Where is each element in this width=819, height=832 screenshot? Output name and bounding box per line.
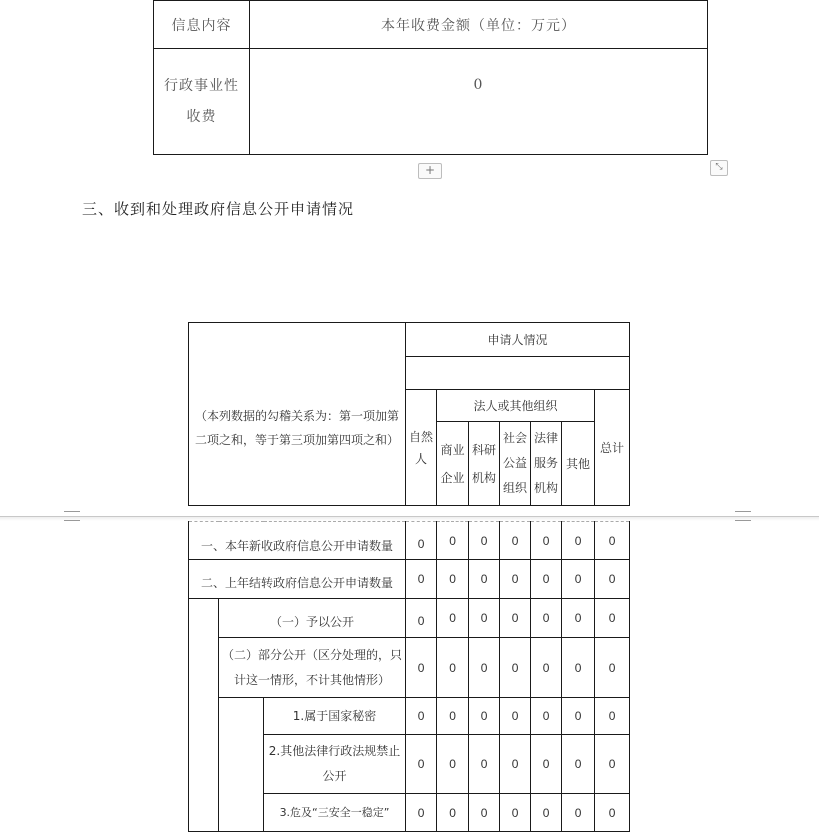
cell-value: 0 [595, 560, 630, 599]
research-line2: 机构 [471, 470, 496, 485]
cell-value: 0 [406, 522, 437, 560]
cell-value: 0 [531, 599, 562, 638]
indent-cell-level1 [189, 599, 219, 832]
note-cell [189, 323, 406, 506]
other-header: 其他 [562, 422, 595, 506]
applicant-header: 申请人情况 [406, 323, 630, 357]
cell-value: 0 [437, 560, 469, 599]
cell-value: 0 [562, 698, 595, 735]
law-line2: 服务 [533, 456, 558, 470]
cell-value: 0 [595, 638, 630, 698]
cell-value: 0 [406, 560, 437, 599]
fee-row-value [250, 49, 708, 155]
cell-value: 0 [406, 794, 437, 832]
legal-orgs-header: 法人或其他组织 [437, 390, 595, 422]
row-label: 3.危及“三安全一稳定” [264, 794, 406, 832]
cell-value: 0 [595, 735, 630, 794]
cell-value: 0 [500, 794, 531, 832]
add-row-button[interactable]: + [418, 163, 442, 179]
social-line2: 公益 [502, 456, 527, 470]
cell-value: 0 [562, 735, 595, 794]
total-header: 总计 [595, 390, 630, 506]
cell-value: 0 [562, 599, 595, 638]
cell-value: 0 [531, 560, 562, 599]
cell-value: 0 [406, 638, 437, 698]
cell-value: 0 [469, 698, 500, 735]
indent-cell-level2 [219, 698, 264, 832]
cell-value: 0 [500, 735, 531, 794]
fee-header-amount: 本年收费金额（单位：万元） [250, 1, 708, 49]
table-row [189, 599, 630, 638]
table-row [189, 560, 630, 599]
cell-value: 0 [595, 599, 630, 638]
section-heading: 三、收到和处理政府信息公开申请情况 [82, 200, 355, 218]
cell-value: 0 [406, 735, 437, 794]
cell-value: 0 [531, 794, 562, 832]
row-label: 二、上年结转政府信息公开申请数量 [189, 560, 406, 599]
research-header [469, 422, 500, 506]
cell-value: 0 [469, 599, 500, 638]
social-line1: 社会 [502, 431, 527, 445]
cell-value: 0 [469, 794, 500, 832]
fee-row-value-text: 0 [473, 77, 484, 93]
research-line1: 科研 [471, 442, 496, 457]
legal-service-header [531, 422, 562, 506]
fee-table [153, 0, 708, 155]
cell-value: 0 [406, 599, 437, 638]
fee-header-info-content: 信息内容 [154, 1, 250, 49]
cell-value: 0 [531, 638, 562, 698]
cell-value: 0 [406, 698, 437, 735]
cell-value: 0 [595, 794, 630, 832]
commercial-header [437, 422, 469, 506]
fee-row-label-line2: 收费 [186, 108, 217, 125]
cell-value: 0 [469, 560, 500, 599]
application-table-header [188, 322, 630, 506]
row-label: 一、本年新收政府信息公开申请数量 [189, 522, 406, 560]
natural-person-header [406, 390, 437, 506]
cell-value: 0 [437, 599, 469, 638]
cell-value: 0 [500, 638, 531, 698]
cell-value: 0 [500, 599, 531, 638]
cell-value: 0 [562, 794, 595, 832]
cell-value: 0 [531, 522, 562, 560]
cell-value: 0 [437, 794, 469, 832]
row-label-line2: 计这一情形，不计其他情形） [234, 672, 391, 687]
table-row [189, 698, 630, 735]
cell-value: 0 [531, 735, 562, 794]
row-label: 1.属于国家秘密 [264, 698, 406, 735]
social-welfare-header [500, 422, 531, 506]
cell-value: 0 [562, 560, 595, 599]
applicant-blank-row [406, 357, 630, 390]
cell-value: 0 [437, 638, 469, 698]
cell-value: 0 [469, 735, 500, 794]
cell-value: 0 [531, 698, 562, 735]
row-label-line1: 2.其他法律行政法规禁止 [268, 744, 401, 758]
cell-value: 0 [562, 638, 595, 698]
natural-person-line1: 自然 [408, 429, 433, 444]
application-table-body [188, 521, 630, 832]
cell-value: 0 [595, 522, 630, 560]
note-line-1: （本列数据的勾稽关系为：第一项加第 [194, 409, 399, 423]
table-resize-handle[interactable]: ⤡ [710, 160, 728, 176]
cell-value: 0 [500, 560, 531, 599]
cell-value: 0 [437, 698, 469, 735]
row-label: （一）予以公开 [219, 599, 406, 638]
law-line1: 法律 [533, 431, 558, 445]
table-row [189, 638, 630, 698]
cell-value: 0 [562, 522, 595, 560]
page-break-marker-right [735, 511, 751, 521]
cell-value: 0 [595, 698, 630, 735]
law-line3: 机构 [533, 481, 558, 495]
fee-row-label-line1: 行政事业性 [164, 77, 239, 94]
cell-value: 0 [500, 698, 531, 735]
row-label-multiline [264, 735, 406, 794]
table-row [189, 522, 630, 560]
cell-value: 0 [500, 522, 531, 560]
commercial-line1: 商业 [440, 442, 465, 457]
cell-value: 0 [437, 522, 469, 560]
note-line-2: 二项之和，等于第三项加第四项之和） [194, 433, 399, 447]
cell-value: 0 [469, 638, 500, 698]
row-label-line2: 公开 [322, 769, 347, 783]
commercial-line2: 企业 [440, 470, 465, 485]
natural-person-line2: 人 [414, 451, 427, 466]
social-line3: 组织 [502, 481, 527, 495]
page-break-marker-left [64, 511, 80, 521]
row-label-line1: （二）部分公开（区分处理的，只 [222, 647, 403, 662]
row-label-multiline [219, 638, 406, 698]
cell-value: 0 [437, 735, 469, 794]
fee-row-label [154, 49, 250, 155]
cell-value: 0 [469, 522, 500, 560]
